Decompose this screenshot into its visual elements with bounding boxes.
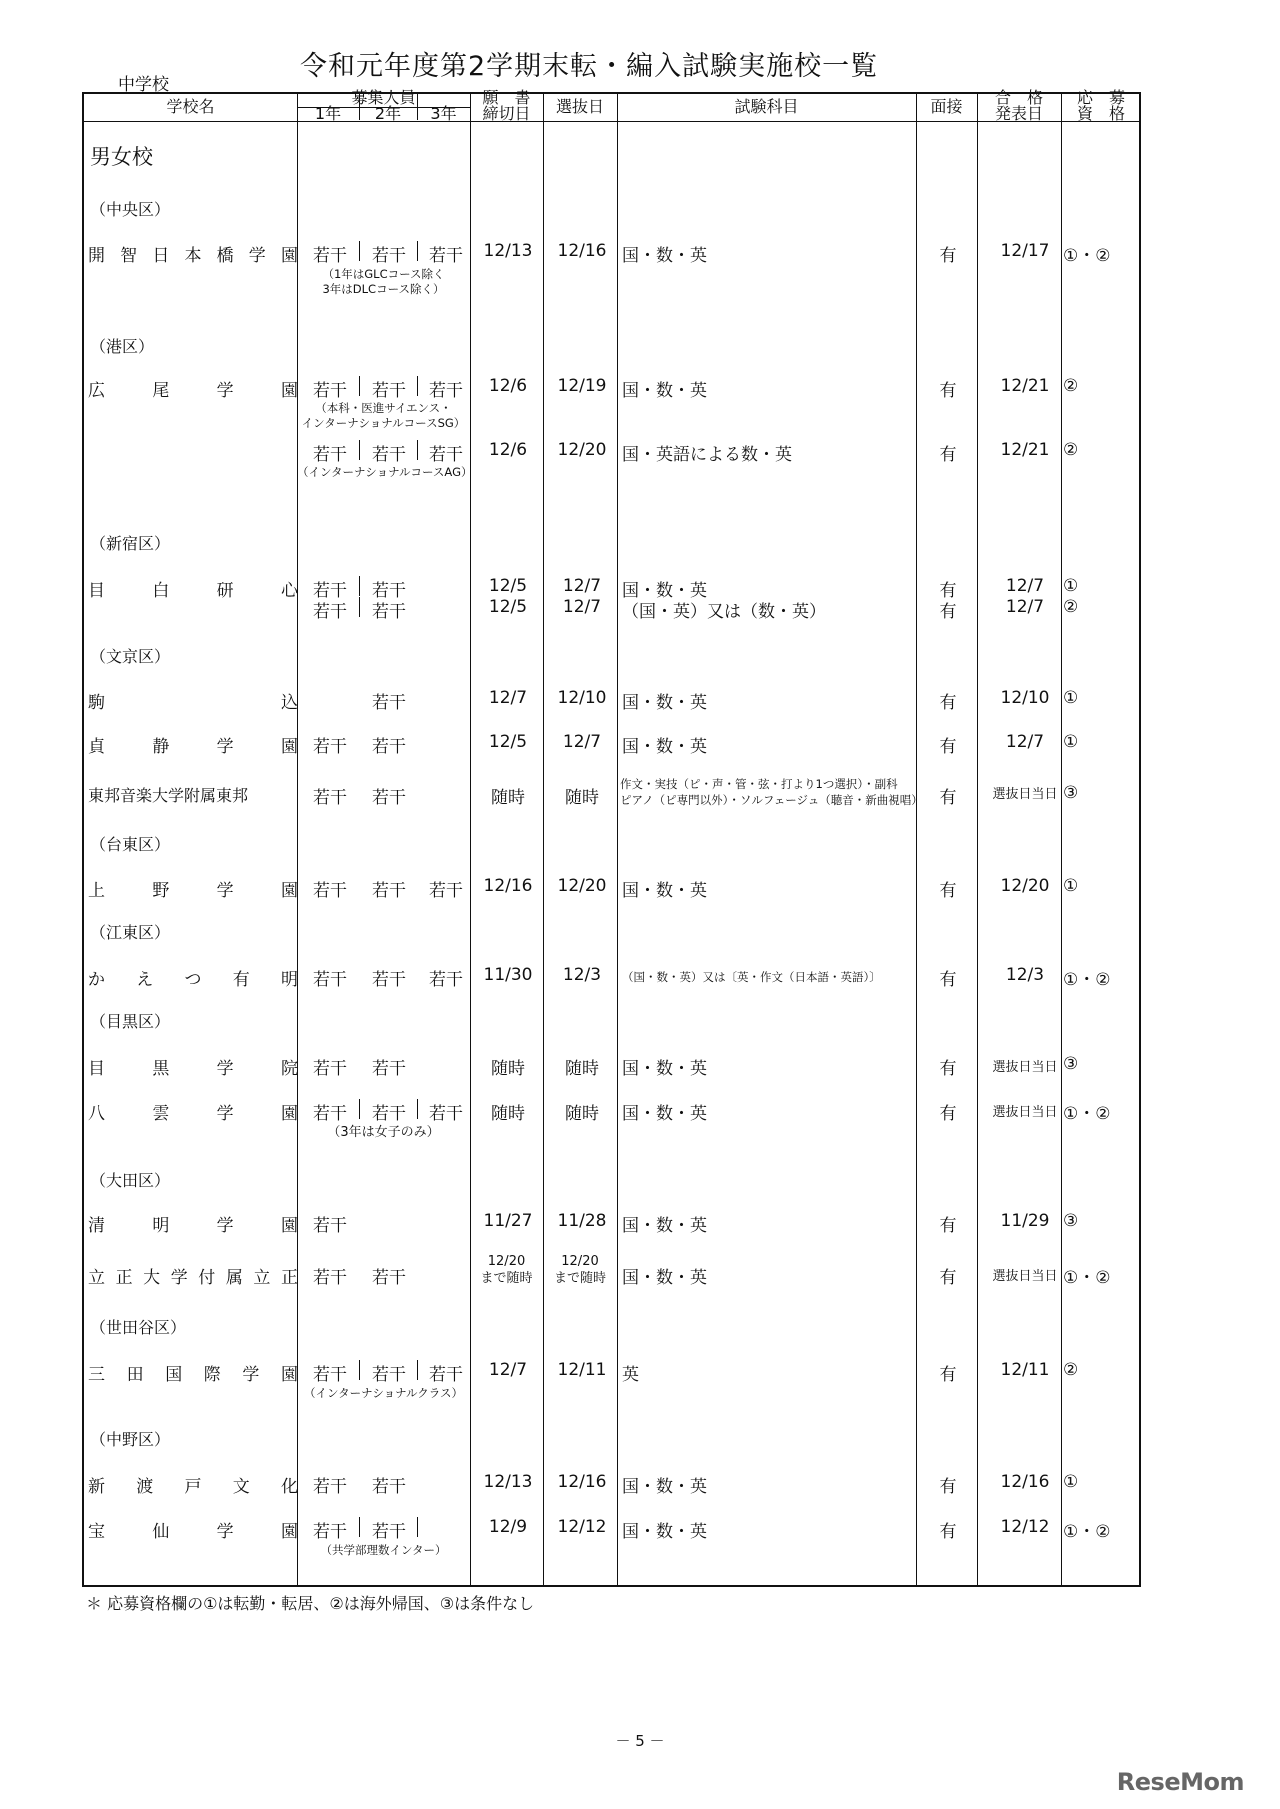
announce-date: 12/7	[1005, 576, 1045, 596]
eligibility: ③	[1063, 1054, 1079, 1074]
quota-year1: 若干	[313, 445, 347, 465]
quota-year2: 若干	[372, 1268, 406, 1288]
school-level-label: 中学校	[118, 75, 169, 95]
school-name: 東邦音楽大学附属東邦	[88, 786, 249, 805]
subjects: （国・数・英）又は〔英・作文（日本語・英語）〕	[622, 970, 881, 984]
subjects: 国・数・英	[622, 1522, 707, 1542]
eligibility: ②	[1063, 1360, 1079, 1380]
announce-date: 11/29	[1000, 1211, 1050, 1231]
school-name: 目 白 研 心	[88, 581, 298, 601]
header-announce-b: 発表日	[994, 104, 1043, 123]
ward-bunkyo: （文京区）	[90, 647, 171, 666]
interview: 有	[939, 693, 957, 713]
header-year3: 3年	[430, 104, 457, 123]
quota-note: （1年はGLCコース除く	[322, 267, 445, 281]
interview: 有	[939, 1059, 957, 1079]
eligibility: ①・②	[1063, 1522, 1111, 1542]
selection-date: 随時	[565, 788, 599, 808]
ward-taito: （台東区）	[90, 835, 171, 854]
quota-note: 3年はDLCコース除く）	[322, 282, 445, 296]
school-name: 新 渡 戸 文 化	[88, 1477, 298, 1497]
deadline: 12/5	[488, 732, 528, 752]
table-row	[84, 1054, 1139, 1080]
table-row	[84, 1517, 1139, 1543]
selection-date: 12/11	[557, 1360, 607, 1380]
quota-year2: 若干	[372, 881, 406, 901]
school-name: 駒 込	[88, 693, 298, 713]
quota-year1: 若干	[313, 970, 347, 990]
school-name: 広 尾 学 園	[88, 381, 298, 401]
subjects-line: ピアノ（ピ専門以外）・ソルフェージュ（聴音・新曲視唱）	[620, 793, 923, 807]
interview: 有	[939, 1104, 957, 1124]
table-row	[84, 1211, 1139, 1237]
header-deadline-b: 締切日	[482, 104, 531, 123]
subjects: 国・数・英	[622, 1059, 707, 1079]
selection-date: 12/7	[562, 597, 602, 617]
table-row	[84, 688, 1139, 714]
selection-date: 随時	[565, 1059, 599, 1079]
quota-year1: 若干	[313, 1059, 347, 1079]
deadline: 随時	[491, 1104, 525, 1124]
selection-date: 12/19	[557, 376, 607, 396]
eligibility: ①	[1063, 1472, 1079, 1492]
eligibility: ①	[1063, 876, 1079, 896]
category-coed: 男女校	[90, 145, 153, 169]
table-row	[84, 876, 1139, 902]
deadline: 12/5	[488, 597, 528, 617]
subjects: 国・数・英	[622, 737, 707, 757]
interview: 有	[939, 1268, 957, 1288]
quota-year2: 若干	[372, 581, 406, 601]
quota-year2: 若干	[372, 381, 406, 401]
interview: 有	[939, 445, 957, 465]
header-selection: 選抜日	[555, 97, 604, 116]
selection-date: 随時	[565, 1104, 599, 1124]
eligibility: ②	[1063, 597, 1079, 617]
school-name: 上 野 学 園	[88, 881, 298, 901]
ward-nakano: （中野区）	[90, 1430, 171, 1449]
announce-date: 12/11	[1000, 1360, 1050, 1380]
quota-year3: 若干	[429, 381, 463, 401]
ward-setagaya: （世田谷区）	[90, 1318, 187, 1337]
subjects: 国・数・英	[622, 246, 707, 266]
quota-year2: 若干	[372, 1477, 406, 1497]
interview: 有	[939, 970, 957, 990]
interview: 有	[939, 881, 957, 901]
deadline-note: まで随時	[480, 1271, 533, 1286]
deadline: 12/13	[483, 1472, 533, 1492]
announce-date: 選抜日当日	[992, 787, 1058, 802]
resemom-logo: ReseMom	[1116, 1768, 1244, 1796]
ward-koto: （江東区）	[90, 923, 171, 942]
school-name: 立 正 大 学 付 属 立 正	[88, 1268, 298, 1288]
header-quota: 募集人員	[351, 88, 416, 107]
ward-minato: （港区）	[90, 337, 155, 356]
eligibility: ③	[1063, 783, 1079, 803]
eligibility: ②	[1063, 440, 1079, 460]
quota-note: インターナショナルコースSG）	[301, 416, 466, 430]
selection-date: 12/20	[561, 1254, 599, 1269]
header-year1: 1年	[314, 104, 342, 123]
quota-note: （インターナショナルクラス）	[304, 1386, 463, 1400]
subjects: 国・数・英	[622, 881, 707, 901]
announce-date: 12/20	[1000, 876, 1050, 896]
announce-date: 選抜日当日	[992, 1269, 1058, 1284]
header-eligibility-b: 資 格	[1076, 104, 1125, 123]
interview: 有	[939, 737, 957, 757]
quota-year1: 若干	[313, 788, 347, 808]
deadline-date: 12/20	[487, 1254, 526, 1269]
quota-year1: 若干	[313, 881, 347, 901]
deadline: 12/16	[483, 876, 533, 896]
announce-date: 12/12	[1000, 1517, 1050, 1537]
eligibility: ①	[1063, 576, 1079, 596]
interview: 有	[939, 1216, 957, 1236]
interview: 有	[939, 602, 957, 622]
selection-date: 12/3	[562, 965, 602, 985]
school-name: 八 雲 学 園	[88, 1104, 298, 1124]
selection-date: 12/20	[557, 876, 607, 896]
deadline: 12/5	[488, 576, 528, 596]
table-row	[84, 576, 1139, 601]
interview: 有	[939, 788, 957, 808]
quota-year2: 若干	[372, 445, 406, 465]
eligibility: ②	[1063, 376, 1079, 396]
quota-year1: 若干	[313, 246, 347, 266]
school-name: 開 智 日 本 橋 学 園	[88, 246, 298, 266]
announce-date: 選抜日当日	[992, 1105, 1058, 1120]
interview: 有	[939, 1365, 957, 1385]
quota-year1: 若干	[313, 1104, 347, 1124]
document-title: 令和元年度第2学期末転・編入試験実施校一覧	[300, 51, 879, 82]
interview: 有	[939, 381, 957, 401]
deadline: 随時	[491, 1059, 525, 1079]
interview: 有	[939, 1522, 957, 1542]
deadline: 12/9	[488, 1517, 528, 1537]
selection-date: 12/12	[557, 1517, 607, 1537]
announce-date: 選抜日当日	[992, 1060, 1058, 1075]
eligibility: ①・②	[1063, 1268, 1111, 1288]
quota-year1: 若干	[313, 381, 347, 401]
announce-date: 12/10	[1000, 688, 1050, 708]
quota-year1: 若干	[313, 602, 347, 622]
selection-date: 12/7	[562, 732, 602, 752]
quota-year1: 若干	[313, 1365, 347, 1385]
deadline: 11/30	[483, 965, 533, 985]
quota-year2: 若干	[372, 737, 406, 757]
announce-date: 12/3	[1005, 965, 1045, 985]
eligibility: ③	[1063, 1211, 1079, 1231]
quota-year3: 若干	[429, 445, 463, 465]
quota-year1: 若干	[313, 1477, 347, 1497]
deadline: 12/6	[488, 376, 528, 396]
subjects: 国・数・英	[622, 1477, 707, 1497]
selection-date: 12/16	[557, 241, 607, 261]
table-row	[84, 440, 1139, 466]
table-row	[84, 376, 1139, 402]
quota-year2: 若干	[372, 788, 406, 808]
quota-year3: 若干	[429, 881, 463, 901]
selection-date: 12/10	[557, 688, 607, 708]
header-interview: 面接	[930, 97, 963, 116]
quota-year2: 若干	[372, 1104, 406, 1124]
ward-ota: （大田区）	[90, 1171, 171, 1190]
quota-year1: 若干	[313, 737, 347, 757]
quota-year3: 若干	[429, 1104, 463, 1124]
quota-year2: 若干	[372, 1365, 406, 1385]
quota-year3: 若干	[429, 1365, 463, 1385]
school-name: 清 明 学 園	[88, 1216, 298, 1236]
announce-date: 12/16	[1000, 1472, 1050, 1492]
subjects: 国・数・英	[622, 381, 707, 401]
quota-year3: 若干	[429, 970, 463, 990]
quota-note: （3年は女子のみ）	[327, 1125, 440, 1140]
subjects-line: 作文・実技（ピ・声・管・弦・打より1つ選択）・副科	[620, 777, 898, 791]
selection-date: 12/16	[557, 1472, 607, 1492]
footnote: ＊ 応募資格欄の①は転勤・転居、②は海外帰国、③は条件なし	[86, 1594, 535, 1613]
eligibility: ①・②	[1063, 246, 1111, 266]
subjects: 国・数・英	[622, 1216, 707, 1236]
header-subjects: 試験科目	[734, 97, 799, 116]
announce-date: 12/7	[1005, 597, 1045, 617]
subjects: 国・数・英	[622, 693, 707, 713]
deadline: 12/7	[488, 1360, 528, 1380]
subjects: （国・英）又は（数・英）	[622, 602, 826, 622]
table-row	[84, 783, 1139, 809]
deadline: 12/13	[483, 241, 533, 261]
header-eligibility-a: 応 募	[1076, 88, 1125, 107]
ward-chuo: （中央区）	[90, 200, 171, 219]
selection-note: まで随時	[553, 1271, 606, 1286]
quota-year2: 若干	[372, 602, 406, 622]
eligibility: ①	[1063, 732, 1079, 752]
deadline: 随時	[491, 788, 525, 808]
interview: 有	[939, 246, 957, 266]
table-row	[84, 965, 1139, 991]
table-row	[84, 1472, 1139, 1498]
subjects: 国・数・英	[622, 1104, 707, 1124]
schools-table	[82, 88, 1141, 1587]
announce-date: 12/17	[1000, 241, 1050, 261]
school-name: 宝 仙 学 園	[88, 1522, 298, 1542]
interview: 有	[939, 581, 957, 601]
subjects: 国・英語による数・英	[622, 445, 792, 465]
interview: 有	[939, 1477, 957, 1497]
deadline: 11/27	[483, 1211, 533, 1231]
page-number: － 5 －	[615, 1732, 665, 1750]
ward-meguro: （目黒区）	[90, 1012, 171, 1031]
quota-year2: 若干	[372, 1522, 406, 1542]
selection-date: 12/7	[562, 576, 602, 596]
quota-year1: 若干	[313, 581, 347, 601]
table-row	[84, 241, 1139, 267]
ward-shinjuku: （新宿区）	[90, 534, 171, 553]
quota-note: （共学部理数インター）	[320, 1543, 447, 1557]
announce-date: 12/7	[1005, 732, 1045, 752]
quota-year1: 若干	[313, 1522, 347, 1542]
header-school: 学校名	[166, 97, 215, 116]
quota-year1: 若干	[313, 1216, 347, 1236]
quota-year3: 若干	[429, 246, 463, 266]
school-name: 貞 静 学 園	[88, 737, 298, 757]
table-row	[84, 1099, 1139, 1125]
eligibility: ①	[1063, 688, 1079, 708]
school-name: か え つ 有 明	[88, 970, 298, 990]
quota-note: （インターナショナルコースAG）	[297, 465, 473, 479]
selection-date: 12/20	[557, 440, 607, 460]
eligibility: ①・②	[1063, 970, 1111, 990]
school-name: 三 田 国 際 学 園	[88, 1365, 298, 1385]
header-announce-a: 合 格	[994, 88, 1043, 107]
deadline: 12/6	[488, 440, 528, 460]
announce-date: 12/21	[1000, 440, 1050, 460]
subjects: 英	[622, 1365, 639, 1385]
quota-year2: 若干	[372, 970, 406, 990]
quota-year2: 若干	[372, 1059, 406, 1079]
subjects: 国・数・英	[622, 1268, 707, 1288]
table-row	[84, 597, 1139, 622]
eligibility: ①・②	[1063, 1104, 1111, 1124]
quota-year2: 若干	[372, 693, 406, 713]
quota-year2: 若干	[372, 246, 406, 266]
deadline: 12/7	[488, 688, 528, 708]
announce-date: 12/21	[1000, 376, 1050, 396]
table-row	[84, 1360, 1139, 1386]
table-row	[84, 732, 1139, 758]
subjects: 国・数・英	[622, 581, 707, 601]
quota-year1: 若干	[313, 1268, 347, 1288]
header-year2: 2年	[374, 104, 402, 123]
quota-note: （本科・医進サイエンス・	[315, 401, 452, 415]
header-deadline-a: 願 書	[482, 88, 531, 107]
school-name: 目 黒 学 院	[88, 1059, 298, 1079]
selection-date: 11/28	[557, 1211, 607, 1231]
